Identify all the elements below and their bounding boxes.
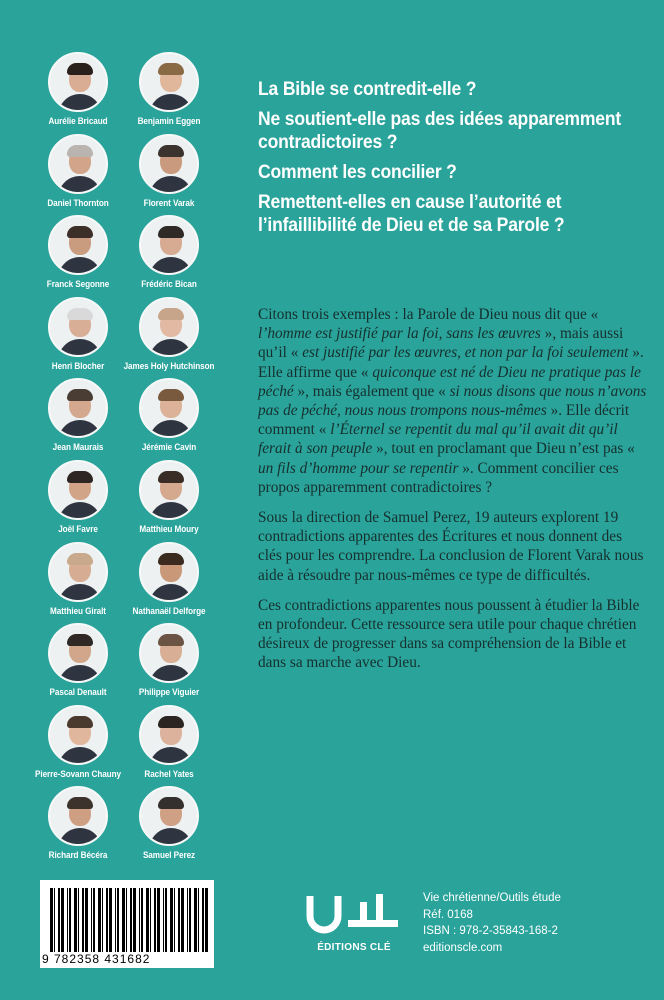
barcode-bar: [98, 888, 101, 952]
barcode-bar: [122, 888, 125, 952]
author-portrait: [139, 297, 199, 357]
author-portrait: [139, 52, 199, 112]
author-portrait: [139, 542, 199, 602]
author-name: Joël Favre: [58, 524, 98, 535]
author-name: Jérémie Cavin: [141, 442, 197, 454]
barcode-bar: [150, 888, 151, 952]
barcode-bar: [67, 888, 68, 952]
barcode-bar: [115, 888, 116, 952]
author-name: Benjamin Eggen: [137, 116, 201, 127]
text-run: Sous la direction de Samuel Perez, 19 auteurs explorent 19 contradictions apparentes des Écritures et nous donnent des clés pour les comprendre. La conclusion de Florent Varak nous aide à résoudre par nous-mêmes ce type de difficultés.: [258, 509, 644, 584]
barcode-bar: [141, 888, 143, 952]
isbn-barcode: [40, 880, 214, 968]
author-card: [114, 52, 224, 127]
barcode-bar: [130, 888, 132, 952]
author-portrait: [139, 378, 199, 438]
barcode-bar: [117, 888, 119, 952]
question-3: Comment les concilier ?: [258, 161, 457, 183]
barcode-bar: [146, 888, 149, 952]
text-run: », tout en proclamant que Dieu n’est pas «: [372, 440, 635, 458]
author-portrait: [48, 297, 108, 357]
author-portrait: [48, 134, 108, 194]
scripture-quote: si nous disons que nous n’avons pas de péché, nous nous trompons nous-mêmes: [258, 382, 647, 420]
question-2: Ne soutient-elle pas des idées apparemment contradictoires ?: [258, 108, 622, 153]
author-name: Matthieu Moury: [139, 524, 199, 535]
question-4: Remettent-elles en cause l’autorité et l’infaillibilité de Dieu et de sa Parole ?: [258, 191, 565, 236]
author-name: Henri Blocher: [51, 360, 105, 372]
barcode-bars: [50, 888, 210, 952]
author-card: [114, 786, 224, 861]
barcode-bar: [205, 888, 208, 952]
author-card: [114, 460, 224, 535]
author-portrait: [139, 786, 199, 846]
scripture-quote: est justifié par les œuvres, et non par la foi seulement: [302, 344, 629, 362]
barcode-bar: [106, 888, 108, 952]
barcode-digits: 9 782358 431682: [42, 952, 151, 966]
author-name: Richard Bécéra: [48, 850, 108, 862]
author-portrait: [48, 542, 108, 602]
author-name: Frédéric Bican: [141, 279, 197, 291]
scripture-quote: un fils d’homme pour se repentir: [258, 459, 459, 477]
author-portrait: [48, 786, 108, 846]
author-name: Jean Maurais: [52, 442, 104, 454]
barcode-bar: [82, 888, 84, 952]
author-portrait: [48, 215, 108, 275]
blurb-paragraph: [258, 305, 648, 497]
author-name: Rachel Yates: [144, 768, 194, 780]
author-name: Samuel Perez: [142, 850, 196, 862]
author-portrait: [139, 623, 199, 683]
author-portrait: [48, 623, 108, 683]
barcode-bar: [58, 888, 60, 952]
barcode-bar: [133, 888, 136, 952]
publisher-logo-mark: [304, 890, 408, 940]
author-card: [114, 134, 224, 209]
author-name: Aurélie Bricaud: [48, 116, 108, 127]
book-category: Vie chrétienne/Outils étude: [423, 892, 561, 904]
barcode-bar: [189, 888, 191, 952]
text-run: Citons trois exemples : la Parole de Dieu nous dit que «: [258, 306, 599, 323]
barcode-bar: [202, 888, 204, 952]
barcode-bar: [181, 888, 184, 952]
blurb-paragraph: [258, 596, 648, 673]
text-run: », mais également que «: [293, 382, 450, 400]
author-portrait: [139, 705, 199, 765]
barcode-bar: [178, 888, 180, 952]
author-name: James Holy Hutchinson: [123, 360, 215, 372]
barcode-bar: [126, 888, 127, 952]
scripture-quote: quiconque est né de Dieu ne pratique pas le péché: [258, 363, 641, 400]
publisher-name: ÉDITIONS CLÉ: [317, 942, 391, 953]
author-portrait: [139, 460, 199, 520]
barcode-bar: [102, 888, 103, 952]
barcode-bar: [157, 888, 160, 952]
questions-block: [258, 78, 648, 244]
author-card: [114, 297, 224, 372]
author-card: [114, 705, 224, 780]
author-card: [114, 378, 224, 453]
blurb-paragraph: [258, 508, 648, 585]
author-name: Florent Varak: [143, 197, 195, 209]
author-portrait: [48, 705, 108, 765]
barcode-bar: [170, 888, 173, 952]
author-name: Pierre-Sovann Chauny: [35, 768, 121, 780]
barcode-bar: [91, 888, 92, 952]
book-isbn: ISBN : 978-2-35843-168-2: [423, 925, 558, 937]
barcode-bar: [74, 888, 77, 952]
scripture-quote: l’Éternel se repentit du mal qu’il avait dit qu’il ferait à son peuple: [258, 421, 618, 458]
text-run: ». Comment concilier ces propos apparemment contradictoires ?: [258, 459, 619, 496]
barcode-bar: [154, 888, 156, 952]
barcode-bar: [78, 888, 79, 952]
question-1: La Bible se contredit-elle ?: [258, 78, 477, 100]
author-name: Pascal Denault: [49, 687, 107, 699]
publisher-logo: [304, 890, 408, 960]
text-run: », mais aussi qu’il «: [258, 325, 624, 362]
book-info: [423, 890, 643, 956]
text-run: Ces contradictions apparentes nous poussent à étudier la Bible en profondeur. Cette ressource sera utile pour chaque chrétien désireux de progresser dans sa compréhension de la Bible et dans sa marche avec Dieu.: [258, 596, 640, 672]
author-portrait: [139, 215, 199, 275]
barcode-bar: [165, 888, 167, 952]
publisher-website: editionscle.com: [423, 941, 503, 954]
barcode-bar: [139, 888, 140, 952]
barcode-bar: [85, 888, 88, 952]
barcode-bar: [194, 888, 197, 952]
barcode-bar: [163, 888, 164, 952]
blurb-text: [258, 305, 648, 684]
author-card: [114, 542, 224, 617]
text-run: ». Elle affirme que «: [258, 344, 644, 381]
author-card: [114, 623, 224, 698]
barcode-bar: [93, 888, 95, 952]
author-portrait: [48, 378, 108, 438]
barcode-bar: [69, 888, 71, 952]
scripture-quote: l’homme est justifié par la foi, sans les œuvres: [258, 325, 541, 343]
author-name: Franck Segonne: [46, 279, 110, 291]
text-run: ». Elle décrit comment «: [258, 402, 630, 439]
author-card: [114, 215, 224, 290]
author-name: Matthieu Giralt: [50, 605, 106, 617]
barcode-bar: [50, 888, 53, 952]
author-portrait: [139, 134, 199, 194]
barcode-bar: [109, 888, 112, 952]
barcode-bar: [198, 888, 199, 952]
book-reference: Réf. 0168: [423, 908, 473, 921]
barcode-bar: [54, 888, 55, 952]
barcode-bar: [174, 888, 175, 952]
author-name: Nathanaël Delforge: [132, 605, 206, 617]
author-name: Daniel Thornton: [47, 197, 109, 209]
barcode-bar: [187, 888, 188, 952]
author-name: Philippe Viguier: [138, 687, 200, 699]
author-portrait: [48, 460, 108, 520]
barcode-bar: [61, 888, 64, 952]
author-portrait: [48, 52, 108, 112]
